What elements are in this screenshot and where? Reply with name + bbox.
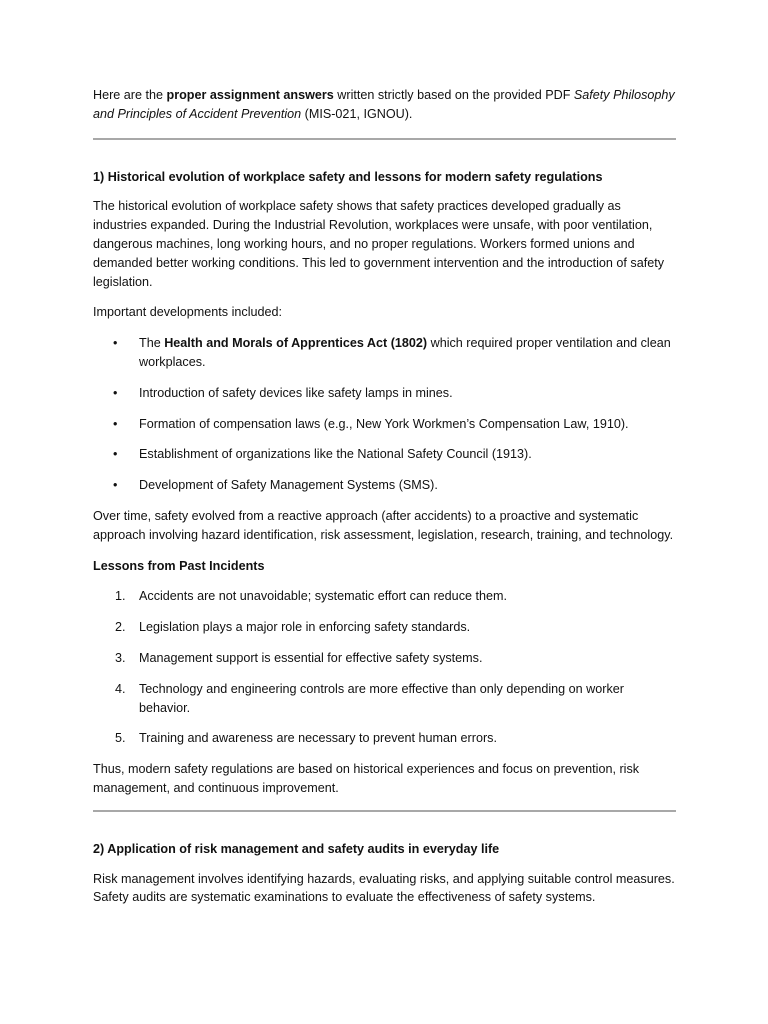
intro-bold-text: proper assignment answers — [166, 88, 334, 102]
list-number: 3. — [115, 650, 126, 665]
intro-text-middle: written strictly based on the provided PDF — [333, 88, 574, 102]
bullet1-text-end: which required proper ventilation and clean workplaces. — [139, 336, 671, 369]
list-item — [93, 729, 676, 748]
list-item — [93, 415, 676, 434]
list-item-text: Formation of compensation laws (e.g., New York Workmen’s Compensation Law, 1910). — [139, 416, 629, 431]
list-item-text: Establishment of organizations like the National Safety Council (1913). — [139, 447, 532, 462]
list-item — [93, 476, 676, 495]
bullet-marker: • — [113, 336, 118, 351]
list-item — [93, 334, 676, 372]
list-item-text: Training and awareness are necessary to prevent human errors. — [139, 731, 497, 746]
divider-top — [93, 138, 676, 140]
bullet1-text-start: The — [139, 336, 165, 351]
developments-list — [93, 334, 676, 495]
intro-text-end: (MIS-021, IGNOU). — [301, 106, 413, 121]
document-body — [93, 86, 676, 919]
list-item-text: Technology and engineering controls are more effective than only depending on worker behavior. — [139, 681, 624, 715]
lessons-list — [93, 587, 676, 748]
section2-heading: 2) Application of risk management and safety audits in everyday life — [93, 841, 500, 856]
list-item-text: Development of Safety Management Systems (SMS). — [139, 478, 438, 493]
list-item-text: Management support is essential for effective safety systems. — [139, 650, 483, 665]
list-item — [93, 384, 676, 403]
list-item — [93, 680, 676, 718]
section1-heading: 1) Historical evolution of workplace safety and lessons for modern safety regulations — [93, 169, 603, 184]
section1-paragraph-1: The historical evolution of workplace safety shows that safety practices developed gradually as industries expanded. During the Industrial Revolution, workplaces were unsafe, with poor ventilation, dangerous machines, long working hours, and no proper regulations. Workers formed unions and demanded better working conditions. This led to government intervention and the introduction of safety legislation. — [93, 199, 665, 289]
list-item-text: Introduction of safety devices like safety lamps in mines. — [139, 385, 453, 400]
list-item — [93, 587, 676, 606]
list-number: 1. — [115, 589, 126, 604]
section2-paragraph-1: Risk management involves identifying hazards, evaluating risks, and applying suitable control measures. Safety audits are systematic examinations to evaluate the effectiveness of safety systems. — [93, 871, 675, 905]
list-item-text: Legislation plays a major role in enforcing safety standards. — [139, 620, 471, 635]
list-item-text: Accidents are not unavoidable; systematic effort can reduce them. — [139, 589, 507, 604]
intro-text-start: Here are the — [93, 88, 167, 102]
section1-paragraph-3: Over time, safety evolved from a reactive approach (after accidents) to a proactive and systematic approach involving hazard identification, risk assessment, legislation, research, training, and technology. — [93, 508, 674, 542]
list-number: 5. — [115, 731, 126, 746]
bullet-marker: • — [113, 447, 118, 462]
bullet-marker: • — [113, 478, 118, 493]
divider-middle — [93, 810, 676, 812]
list-number: 2. — [115, 620, 126, 635]
list-item — [93, 649, 676, 668]
section1-paragraph-4: Thus, modern safety regulations are based on historical experiences and focus on prevention, risk management, and continuous improvement. — [93, 762, 640, 795]
list-item — [93, 618, 676, 637]
bullet1-bold-text: Health and Morals of Apprentices Act (1802) — [164, 336, 428, 351]
list-item — [93, 445, 676, 464]
intro-paragraph — [93, 86, 676, 124]
bullet-marker: • — [113, 416, 118, 431]
bullet-marker: • — [113, 385, 118, 400]
lessons-heading: Lessons from Past Incidents — [93, 558, 265, 573]
section1-paragraph-2: Important developments included: — [93, 305, 283, 320]
intro-pdf-title: Safety Philosophy and Principles of Accident Prevention — [93, 88, 675, 121]
list-number: 4. — [115, 681, 126, 696]
